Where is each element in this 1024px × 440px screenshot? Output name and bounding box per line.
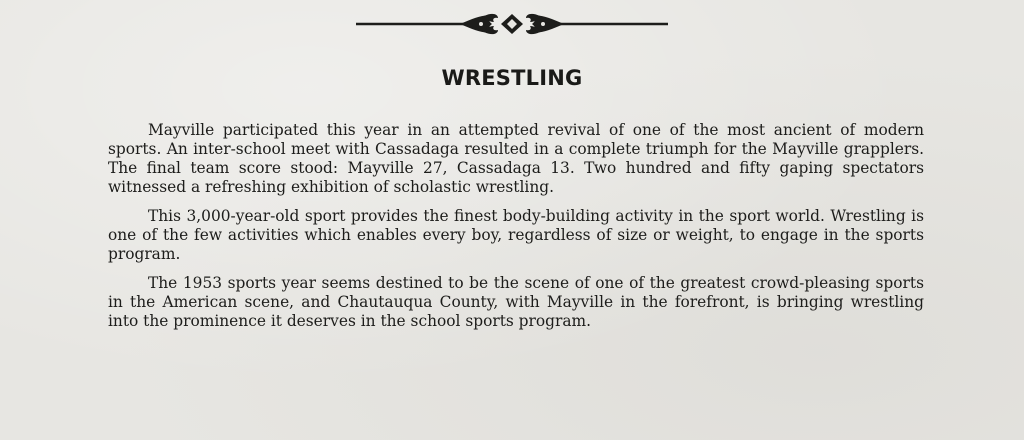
article-body	[108, 121, 924, 341]
paragraph: This 3,000-year-old sport provides the finest body-building activity in the sport world. Wrestling is one of the few activities which enables every boy, regardless of size or weight, to engage in the sports program.	[108, 207, 924, 263]
paragraph: Mayville participated this year in an attempted revival of one of the most ancient of modern sports. An inter-school meet with Cassadaga resulted in a complete triumph for the Mayville grapplers. The final team score stood: Mayville 27, Cassadaga 13. Two hundred and fifty gaping spectators witnessed a refreshing exhibition of scholastic wrestling.	[108, 121, 924, 196]
section-heading: WRESTLING	[441, 66, 583, 90]
paragraph: The 1953 sports year seems destined to be the scene of one of the greatest crowd-pleasing sports in the American scene, and Chautauqua County, with Mayville in the forefront, is bringing wrestling into the prominence it deserves in the school sports program.	[108, 274, 924, 330]
decorative-divider-icon	[352, 8, 672, 40]
